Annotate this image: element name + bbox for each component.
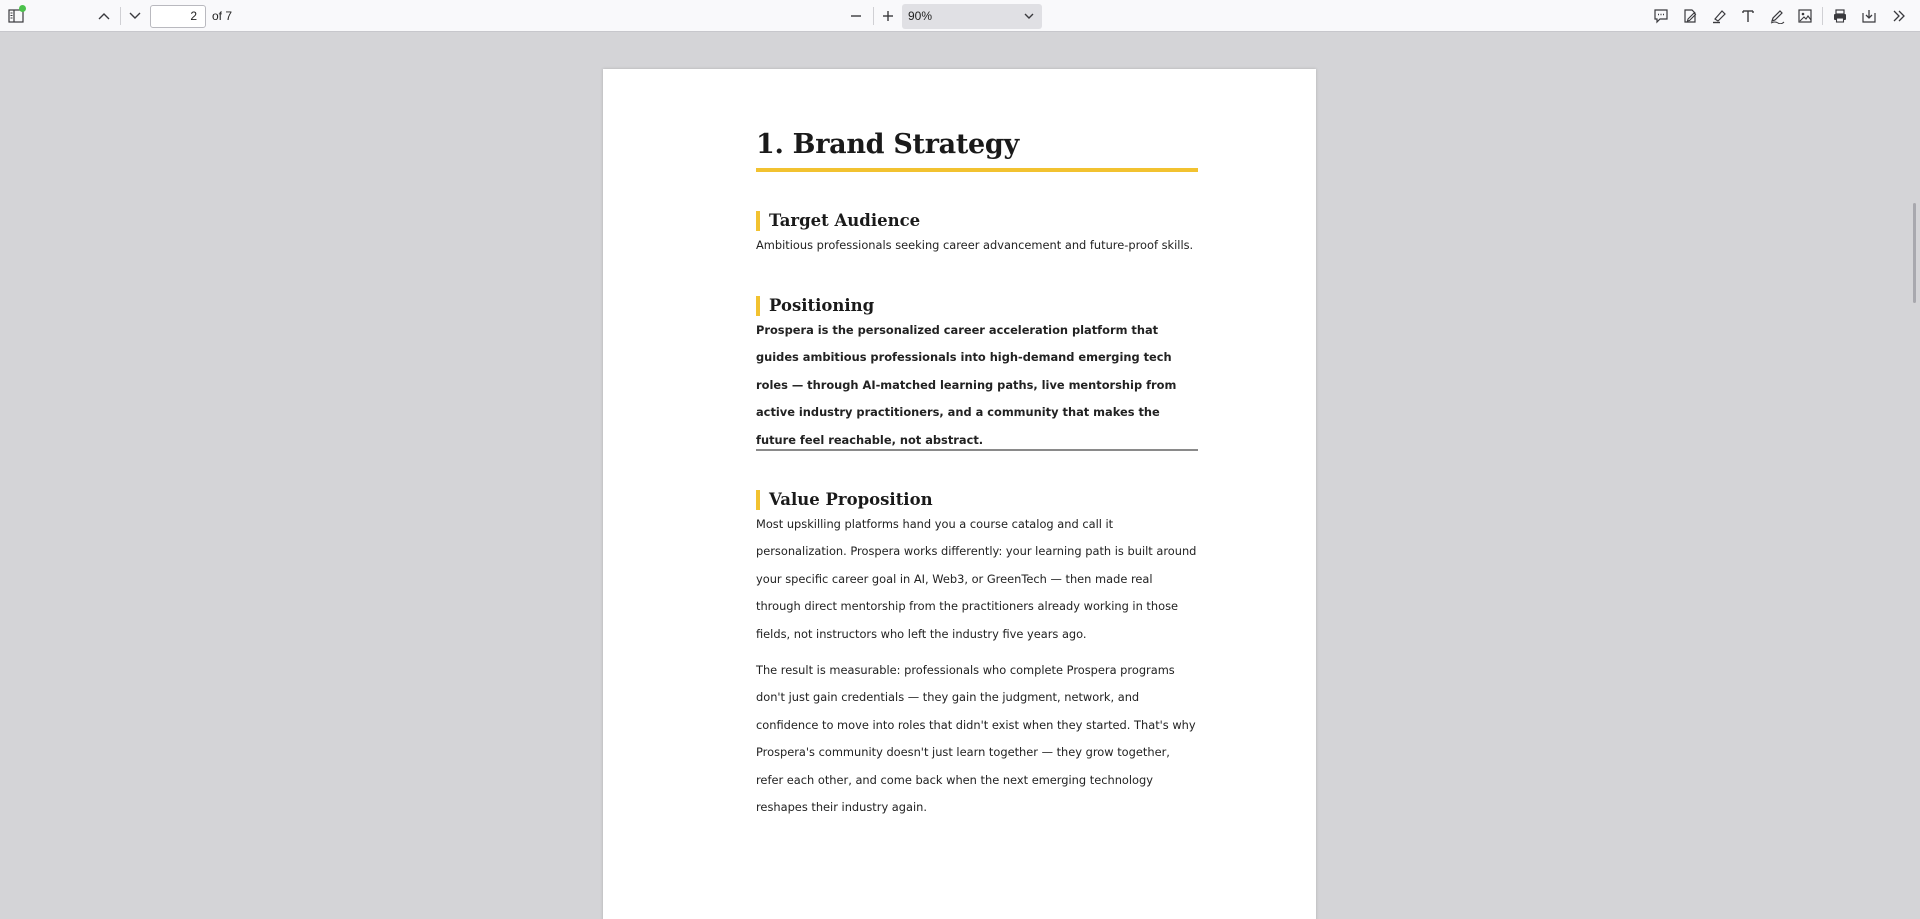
- section-title: 1. Brand Strategy: [756, 129, 1019, 160]
- toolbar-separator: [120, 7, 121, 25]
- save-icon: [1861, 8, 1877, 24]
- value-proposition-paragraph-2: The result is measurable: professionals who complete Prospera programs don't just gain credentials — they gain the judgment, network, and confidence to move into roles that didn't exist when they started. That's why Prospera's community doesn't just learn together — they grow together, refer each other, and come back when the next emerging technology reshapes their industry again.: [756, 663, 1196, 815]
- vertical-scrollbar[interactable]: [1913, 203, 1916, 303]
- more-tools-icon: [1891, 9, 1907, 23]
- value-proposition-paragraph-1: Most upskilling platforms hand you a course catalog and call it personalization. Prospera works differently: your learning path is built around your specific career goal in AI, Web3, or GreenTech — then made real through direct mentorship from the practitioners already working in those fields, not instructors who left the industry five years ago.: [756, 517, 1197, 641]
- pdf-toolbar: [0, 0, 1920, 32]
- page-number-input[interactable]: 2: [150, 5, 206, 28]
- page-count-label: of 7: [212, 9, 233, 23]
- signature-button[interactable]: [1677, 4, 1703, 28]
- chevron-up-icon: [97, 11, 111, 21]
- signature-icon: [1682, 8, 1698, 24]
- previous-page-button[interactable]: [91, 4, 117, 28]
- next-page-button[interactable]: [122, 4, 148, 28]
- text-icon: [1740, 8, 1756, 24]
- print-icon: [1832, 8, 1848, 24]
- heading-value-proposition: Value Proposition: [756, 490, 1198, 510]
- minus-icon: [849, 9, 863, 23]
- highlight-icon: [1711, 8, 1727, 24]
- more-tools-button[interactable]: [1886, 4, 1912, 28]
- zoom-select[interactable]: [902, 4, 1042, 29]
- image-icon: [1797, 8, 1813, 24]
- target-audience-text: Ambitious professionals seeking career advancement and future-proof skills.: [756, 238, 1194, 252]
- title-underline: [756, 168, 1198, 172]
- text-button[interactable]: [1735, 4, 1761, 28]
- comment-button[interactable]: [1648, 4, 1674, 28]
- heading-target-audience: Target Audience: [756, 211, 1198, 231]
- draw-icon: [1769, 8, 1785, 24]
- print-button[interactable]: [1827, 4, 1853, 28]
- zoom-value: 90%: [908, 9, 933, 23]
- pdf-page: [603, 69, 1316, 919]
- image-button[interactable]: [1792, 4, 1818, 28]
- chevron-down-icon: [128, 11, 142, 21]
- toolbar-separator: [873, 7, 874, 25]
- positioning-text: Prospera is the personalized career acceleration platform that guides ambitious professionals into high-demand emerging tech roles — through AI-matched learning paths, live mentorship from active industry practitioners, and a community that makes the future feel reachable, not abstract.: [756, 323, 1177, 447]
- save-button[interactable]: [1856, 4, 1882, 28]
- highlight-button[interactable]: [1706, 4, 1732, 28]
- zoom-out-button[interactable]: [843, 4, 869, 28]
- toolbar-separator: [1822, 7, 1823, 25]
- draw-button[interactable]: [1764, 4, 1790, 28]
- notification-dot: [19, 5, 26, 12]
- chevron-down-icon: [1024, 12, 1034, 20]
- document-viewer[interactable]: [0, 33, 1920, 919]
- plus-icon: [881, 9, 895, 23]
- heading-positioning: Positioning: [756, 296, 1198, 316]
- zoom-in-button[interactable]: [875, 4, 901, 28]
- section-divider: [756, 449, 1198, 451]
- comment-icon: [1653, 8, 1669, 24]
